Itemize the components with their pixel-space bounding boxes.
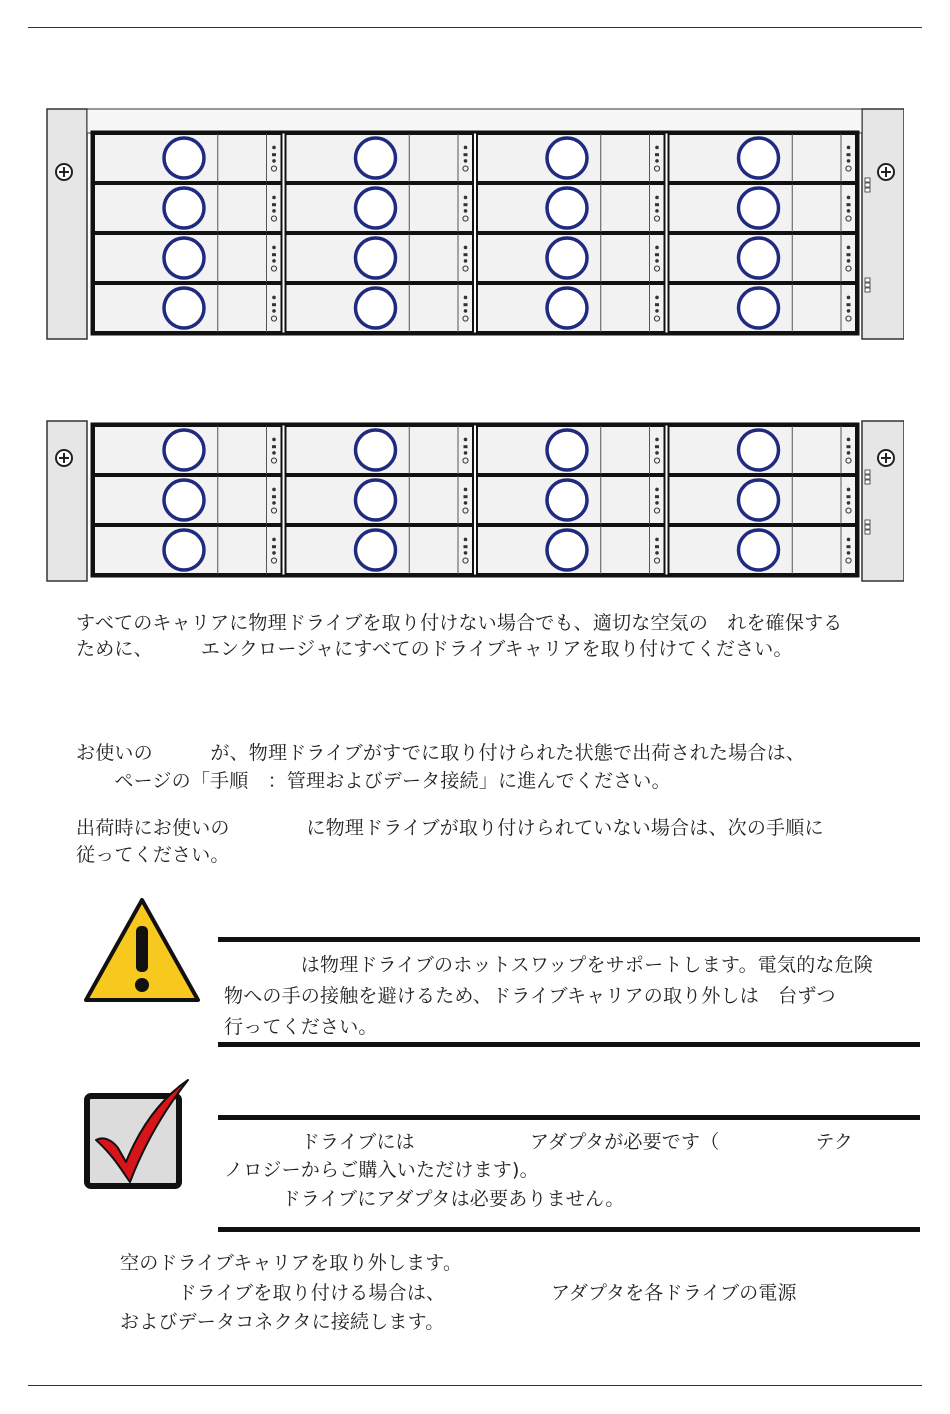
drive-handle-ring-icon bbox=[164, 480, 204, 520]
drive-carrier bbox=[286, 284, 474, 332]
right-rack-ear bbox=[862, 109, 904, 339]
drive-handle-ring-icon bbox=[547, 530, 587, 570]
chassis-top-panel bbox=[87, 109, 862, 133]
step-1: 空のドライブキャリアを取り外します。 bbox=[120, 1252, 463, 1274]
drive-handle-ring-icon bbox=[356, 138, 396, 178]
drive-handle-ring-icon bbox=[547, 138, 587, 178]
caution-top-bar bbox=[218, 937, 920, 942]
drive-carrier bbox=[94, 526, 282, 574]
drive-handle-ring-icon bbox=[547, 238, 587, 278]
drive-carrier bbox=[669, 526, 857, 574]
drive-handle-ring-icon bbox=[739, 430, 779, 470]
drive-carrier bbox=[477, 476, 665, 524]
drive-handle-ring-icon bbox=[356, 188, 396, 228]
intro-line-1: すべてのキャリアに物理ドライブを取り付けない場合でも、適切な空気の れを確保する bbox=[76, 612, 843, 634]
drive-carrier bbox=[286, 134, 474, 182]
drive-carrier bbox=[286, 476, 474, 524]
drive-handle-ring-icon bbox=[739, 288, 779, 328]
drive-handle-ring-icon bbox=[356, 430, 396, 470]
right-thumbscrew-icon bbox=[878, 164, 894, 180]
drive-handle-ring-icon bbox=[356, 238, 396, 278]
caution-line-3: 行ってください。 bbox=[224, 1016, 378, 1038]
shipped-line-2: ページの「手順 ：管理およびデータ接続」に進んでください。 bbox=[76, 770, 671, 792]
drive-carrier bbox=[477, 184, 665, 232]
warning-triangle-icon bbox=[82, 896, 202, 1010]
drive-handle-ring-icon bbox=[356, 480, 396, 520]
note-top-bar bbox=[218, 1115, 920, 1120]
shipped-line-1: お使いの が、物理ドライブがすでに取り付けられた状態で出荷された場合は、 bbox=[76, 742, 806, 764]
note-line-3: ドライブにアダプタは必要ありません。 bbox=[224, 1188, 625, 1210]
drive-handle-ring-icon bbox=[547, 430, 587, 470]
enclosure-16-bay-illustration bbox=[46, 108, 904, 340]
footer-rule bbox=[28, 1385, 922, 1386]
drive-handle-ring-icon bbox=[547, 480, 587, 520]
drive-handle-ring-icon bbox=[739, 138, 779, 178]
drive-handle-ring-icon bbox=[164, 138, 204, 178]
drive-carrier bbox=[94, 234, 282, 282]
enclosure-12-bay-drawing bbox=[46, 420, 904, 582]
drive-handle-ring-icon bbox=[739, 530, 779, 570]
right-thumbscrew-icon bbox=[878, 450, 894, 466]
step-2-line-1: ドライブを取り付ける場合は、 アダプタを各ドライブの電源 bbox=[120, 1282, 797, 1304]
ear-led-group-2 bbox=[865, 520, 870, 534]
drive-carrier bbox=[286, 184, 474, 232]
left-thumbscrew-icon bbox=[56, 164, 72, 180]
not-installed-line-1: 出荷時にお使いの に物理ドライブが取り付けられていない場合は、次の手順に bbox=[76, 817, 824, 839]
drive-carrier bbox=[669, 184, 857, 232]
drive-handle-ring-icon bbox=[739, 238, 779, 278]
drive-carrier bbox=[286, 526, 474, 574]
drive-carrier bbox=[669, 426, 857, 474]
drive-handle-ring-icon bbox=[547, 188, 587, 228]
drive-carrier bbox=[477, 284, 665, 332]
enclosure-12-bay-illustration bbox=[46, 420, 904, 582]
caution-bottom-bar bbox=[218, 1042, 920, 1047]
drive-handle-ring-icon bbox=[356, 530, 396, 570]
drive-carrier bbox=[477, 134, 665, 182]
ear-led-group-1 bbox=[865, 178, 870, 192]
drive-handle-ring-icon bbox=[739, 480, 779, 520]
ear-led-group-2 bbox=[865, 278, 870, 292]
drive-carrier bbox=[477, 234, 665, 282]
drive-carrier bbox=[94, 134, 282, 182]
left-rack-ear bbox=[47, 421, 87, 581]
drive-carrier bbox=[94, 476, 282, 524]
left-thumbscrew-icon bbox=[56, 450, 72, 466]
drive-carrier bbox=[94, 426, 282, 474]
right-rack-ear bbox=[862, 421, 904, 581]
note-line-2: ノロジーからご購入いただけます)。 bbox=[224, 1159, 539, 1181]
left-rack-ear bbox=[47, 109, 87, 339]
intro-line-2: ために、 エンクロージャにすべてのドライブキャリアを取り付けてください。 bbox=[76, 638, 793, 660]
drive-handle-ring-icon bbox=[164, 530, 204, 570]
drive-carrier bbox=[669, 234, 857, 282]
header-rule bbox=[28, 27, 922, 28]
drive-carrier bbox=[669, 284, 857, 332]
drive-carrier bbox=[286, 426, 474, 474]
drive-carrier bbox=[286, 234, 474, 282]
drive-carrier bbox=[669, 134, 857, 182]
drive-handle-ring-icon bbox=[164, 188, 204, 228]
drive-carrier bbox=[669, 476, 857, 524]
drive-handle-ring-icon bbox=[164, 288, 204, 328]
ear-led-group-1 bbox=[865, 470, 870, 484]
drive-handle-ring-icon bbox=[164, 430, 204, 470]
caution-line-2: 物への手の接触を避けるため、ドライブキャリアの取り外しは 台ずつ bbox=[224, 985, 836, 1007]
note-bottom-bar bbox=[218, 1227, 920, 1232]
checkmark-icon bbox=[84, 1078, 194, 1194]
drive-carrier bbox=[94, 284, 282, 332]
drive-handle-ring-icon bbox=[164, 238, 204, 278]
step-2-line-2: およびデータコネクタに接続します。 bbox=[120, 1311, 445, 1333]
note-line-1: ドライブには アダプタが必要です（ テク bbox=[224, 1131, 854, 1153]
not-installed-line-2: 従ってください。 bbox=[76, 844, 230, 866]
drive-carrier bbox=[94, 184, 282, 232]
enclosure-16-bay-drawing bbox=[46, 108, 904, 340]
drive-handle-ring-icon bbox=[739, 188, 779, 228]
drive-handle-ring-icon bbox=[547, 288, 587, 328]
drive-carrier bbox=[477, 526, 665, 574]
drive-carrier bbox=[477, 426, 665, 474]
caution-line-1: は物理ドライブのホットスワップをサポートします。電気的な危険 bbox=[224, 954, 874, 976]
drive-handle-ring-icon bbox=[356, 288, 396, 328]
